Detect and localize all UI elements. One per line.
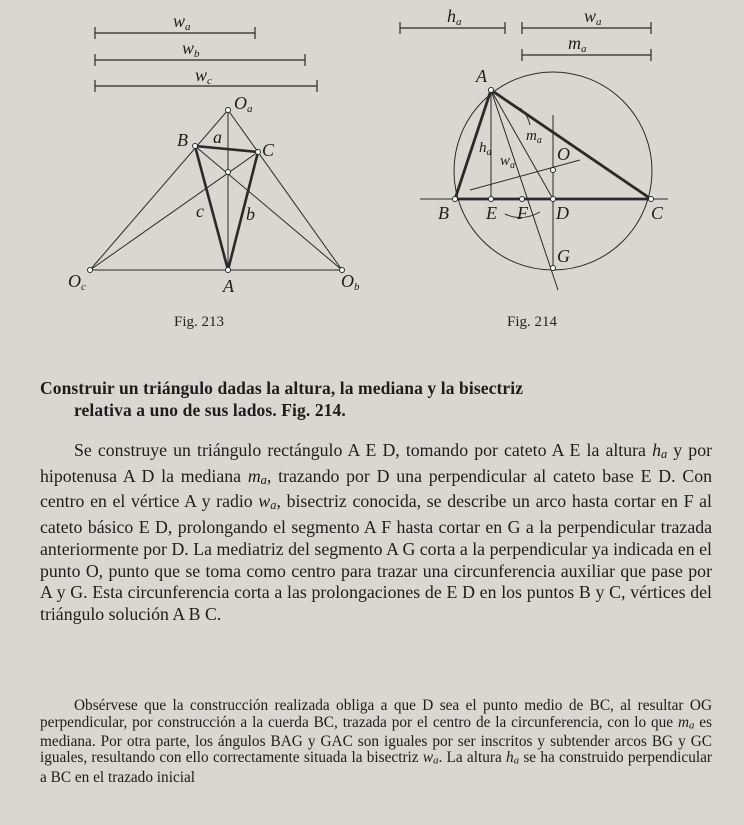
- figure-213-caption: Fig. 213: [174, 314, 225, 330]
- construction-paragraph: Se construye un triángulo rectángulo A E D, tomando por cateto A E la altura ha y por hipotenusa A D la mediana ma, trazando por D una perpendicular al cateto base E D. Con centro en el vértice A y radio wa, bisectriz conocida, se describe un arco hasta cortar en F al cateto básico E D, prolongando el segmento A F hasta cortar en G a la perpendicular trazada anteriormente por D. La mediatriz del segmento A G corta a la perpendicular ya indicada en el punto O, punto que se toma como centro para trazar una circunferencia auxiliar que pase por A y G. Esta circunferencia corta a las prolongaciones de E D en los puntos B y C, vértices del triángulo solución A B C.: [40, 440, 713, 625]
- side-label-b: b: [246, 204, 255, 224]
- segment-label-wc: wc: [195, 65, 212, 87]
- section-heading: [40, 377, 715, 421]
- segment-label-wb: wb: [182, 38, 200, 60]
- side-label-a: a: [213, 127, 222, 147]
- inner-label-ha: $h_a$: [479, 140, 492, 158]
- inner-label-ma: $m_a$: [526, 128, 542, 146]
- point-label-g: G: [557, 246, 570, 266]
- point-label-d: D: [556, 203, 569, 223]
- point-label-ob: Ob: [341, 271, 360, 293]
- inner-label-wa: $w_a$: [500, 153, 516, 171]
- point-label-c-214: C: [651, 203, 664, 223]
- point-label-b: B: [177, 130, 188, 150]
- segment-label-ma: ma: [568, 33, 587, 55]
- side-label-c: c: [196, 201, 204, 221]
- segment-label-wa: wa: [173, 11, 191, 33]
- point-label-e: E: [486, 203, 497, 223]
- point-label-o: O: [557, 144, 570, 164]
- point-label-f: F: [517, 203, 528, 223]
- point-label-c: C: [262, 140, 275, 160]
- point-label-oc: Oc: [68, 271, 86, 293]
- point-label-a: A: [223, 276, 234, 296]
- figure-214: [0, 0, 744, 340]
- point-label-oa: Oa: [234, 93, 253, 115]
- segment-label-wa-214: wa: [584, 6, 602, 28]
- point-label-a-214: A: [476, 66, 487, 86]
- heading-line-2: relativa a uno de sus lados. Fig. 214.: [74, 400, 346, 420]
- figure-214-caption: Fig. 214: [507, 314, 558, 330]
- point-label-b-214: B: [438, 203, 449, 223]
- heading-line-1: Construir un triángulo dadas la altura, la mediana y la bisectriz: [40, 378, 524, 398]
- note-paragraph: Obsérvese que la construcción realizada obliga a que D sea el punto medio de BC, al resultar OG perpendicular, por construcción a la cuerda BC, trazada por el centro de la circunferencia, con lo que ma es mediana. Por otra parte, los ángulos BAG y GAC son iguales por ser inscritos y subtender arcos BG y GC iguales, resultando con ello correctamente situada la bisectriz wa. La altura ha se ha construido perpendicular a BC en el trazado inicial: [40, 697, 712, 786]
- segment-label-ha: ha: [447, 6, 462, 28]
